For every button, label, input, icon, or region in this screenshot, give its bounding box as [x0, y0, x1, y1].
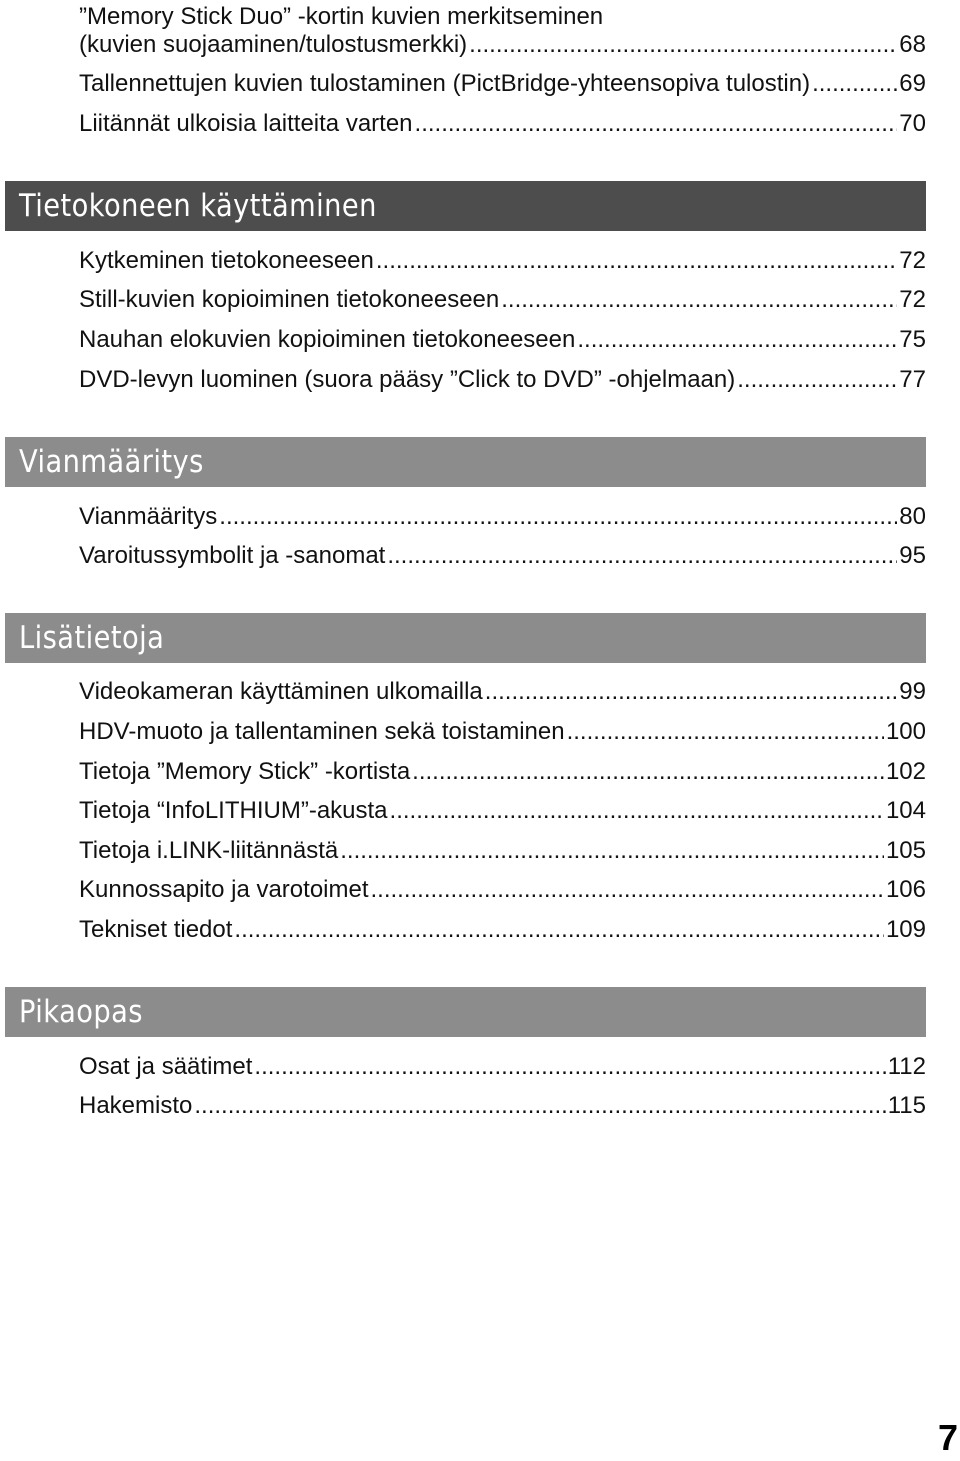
- dot-leader: [376, 242, 897, 280]
- toc-entry[interactable]: [79, 321, 926, 359]
- toc-entry[interactable]: [79, 105, 926, 143]
- toc-entry-page: 77: [899, 366, 926, 393]
- toc-entry[interactable]: [79, 792, 926, 830]
- toc-entry-title: Kytkeminen tietokoneeseen: [79, 247, 374, 274]
- toc-entry-page: 69: [899, 70, 926, 97]
- toc-entry-title: Vianmääritys: [79, 503, 218, 530]
- toc-entry-title: Videokameran käyttäminen ulkomailla: [79, 678, 483, 705]
- section-heading-additional-info: [5, 613, 926, 663]
- dot-leader: [371, 871, 884, 909]
- section-heading-quick-guide: [5, 987, 926, 1037]
- toc-entry-page: 99: [899, 678, 926, 705]
- toc-entry-title: Liitännät ulkoisia laitteita varten: [79, 110, 413, 137]
- dot-leader: [577, 321, 897, 359]
- dot-leader: [340, 832, 884, 870]
- toc-entry-page: 115: [887, 1092, 926, 1119]
- dot-leader: [812, 65, 897, 103]
- toc-entry-title: Tietoja i.LINK-liitännästä: [79, 837, 339, 864]
- dot-leader: [219, 498, 897, 536]
- toc-entry-page: 70: [899, 110, 926, 137]
- toc-entry-page: 106: [885, 876, 926, 903]
- toc-entry[interactable]: [79, 673, 926, 711]
- toc-entry[interactable]: [79, 753, 926, 791]
- toc-entry-page: 72: [899, 247, 926, 274]
- section-heading-text: Vianmääritys: [19, 444, 204, 480]
- toc-entry-title: DVD-levyn luominen (suora pääsy ”Click to DVD” -ohjelmaan): [79, 366, 736, 393]
- toc-entry[interactable]: [79, 537, 926, 575]
- toc-entry-page: 68: [899, 31, 926, 58]
- toc-entry[interactable]: [79, 871, 926, 909]
- section-heading-text: Lisätietoja: [19, 620, 165, 656]
- section-heading-text: Pikaopas: [19, 994, 143, 1030]
- toc-entry-title: Nauhan elokuvien kopioiminen tietokoneeseen: [79, 326, 576, 353]
- toc-entry-title: Varoitussymbolit ja -sanomat: [79, 542, 386, 569]
- dot-leader: [387, 537, 897, 575]
- toc-entry[interactable]: [79, 911, 926, 949]
- toc-entry-continuation-line: ”Memory Stick Duo” -kortin kuvien merkitseminen: [79, 3, 604, 30]
- toc-entry[interactable]: [79, 713, 926, 751]
- dot-leader: [390, 792, 884, 830]
- toc-entry-title: Hakemisto: [79, 1092, 193, 1119]
- toc-entry[interactable]: [79, 1048, 926, 1086]
- dot-leader: [567, 713, 884, 751]
- toc-entry[interactable]: [79, 281, 926, 319]
- toc-entry-page: 80: [899, 503, 926, 530]
- dot-leader: [737, 361, 897, 399]
- dot-leader: [234, 911, 884, 949]
- toc-entry-title: HDV-muoto ja tallentaminen sekä toistaminen: [79, 718, 565, 745]
- toc-entry-page: 112: [887, 1053, 926, 1080]
- toc-entry-title: Tekniset tiedot: [79, 916, 233, 943]
- toc-entry[interactable]: [79, 242, 926, 280]
- dot-leader: [194, 1087, 885, 1125]
- toc-entry-title: Tietoja ”Memory Stick” -kortista: [79, 758, 411, 785]
- dot-leader: [469, 26, 897, 64]
- section-heading-text: Tietokoneen käyttäminen: [19, 188, 377, 224]
- toc-entry-page: 75: [899, 326, 926, 353]
- toc-entry-page: 102: [885, 758, 926, 785]
- toc-entry[interactable]: [79, 498, 926, 536]
- toc-entry-title: Kunnossapito ja varotoimet: [79, 876, 369, 903]
- toc-entry[interactable]: [79, 832, 926, 870]
- section-heading-troubleshooting: [5, 437, 926, 487]
- toc-entry-page: 72: [899, 286, 926, 313]
- toc-entry-title: Tallennettujen kuvien tulostaminen (PictBridge-yhteensopiva tulostin): [79, 70, 811, 97]
- toc-entry-page: 105: [885, 837, 926, 864]
- toc-entry[interactable]: [79, 65, 926, 103]
- section-heading-computer: [5, 181, 926, 231]
- dot-leader: [412, 753, 884, 791]
- toc-entry-page: 109: [885, 916, 926, 943]
- toc-entry-page: 100: [885, 718, 926, 745]
- toc-entry-title: (kuvien suojaaminen/tulostusmerkki): [79, 31, 468, 58]
- toc-entry-page: 104: [885, 797, 926, 824]
- toc-entry-page: 95: [899, 542, 926, 569]
- dot-leader: [501, 281, 897, 319]
- toc-entry-title: Tietoja “InfoLITHIUM”-akusta: [79, 797, 388, 824]
- page-number: 7: [937, 1417, 958, 1458]
- toc-entry-title: Osat ja säätimet: [79, 1053, 253, 1080]
- toc-entry-title: Still-kuvien kopioiminen tietokoneeseen: [79, 286, 500, 313]
- toc-entry[interactable]: [79, 1087, 926, 1125]
- dot-leader: [254, 1048, 885, 1086]
- dot-leader: [415, 105, 898, 143]
- toc-entry[interactable]: [79, 26, 926, 64]
- toc-entry[interactable]: [79, 361, 926, 399]
- dot-leader: [485, 673, 898, 711]
